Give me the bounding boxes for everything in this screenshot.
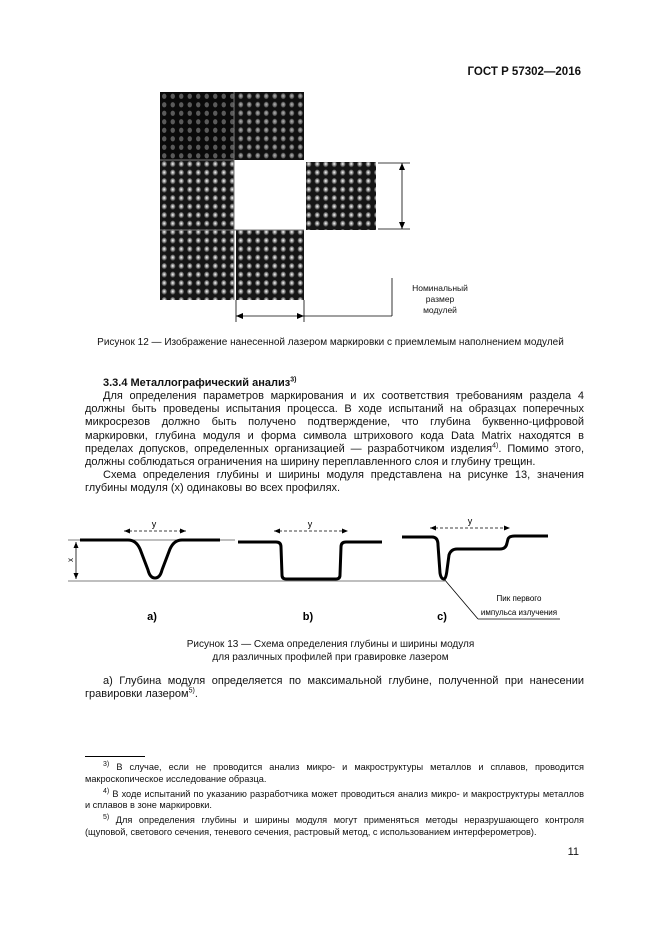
y-label-a: y <box>151 519 157 529</box>
profile-a-label: a) <box>147 611 157 623</box>
profile-b-curve <box>238 542 382 579</box>
y-label-b: y <box>307 519 313 529</box>
footnote: $^{3)}$ В случае, если не проводится анализ микро- и макроструктуры металлов и сплавов, проводится макроскопическое исследование образца. <box>85 760 585 784</box>
profile-a-curve <box>80 540 220 578</box>
section-title: 3.3.4 Металлографический анализ$^{3)}$ <box>103 376 297 389</box>
profile-diagram <box>60 515 600 625</box>
profile-c-curve <box>402 536 548 579</box>
footnote-separator <box>85 756 145 757</box>
footnote: $^{5)}$ Для определения глубины и ширины модуля могут применяться методы неразрушающего контроля (щуповой, светового сечения, теневого сечения, растровый метод, с использованием интерферометров). <box>85 814 584 837</box>
profile-b-label: b) <box>302 611 314 623</box>
paragraph: Схема определения глубины и ширины модуля представлена на рисунке 13, значения глубины модуля (x) одинаковы во всех профилях. <box>85 469 584 495</box>
x-label: x <box>66 558 75 562</box>
page-number: 11 <box>567 846 579 858</box>
footnote: $^{4)}$ В ходе испытаний по указанию разработчика может проводиться анализ микро- и макроструктуры металлов и сплавов в зоне маркировки. <box>85 787 584 811</box>
figure12-caption: Рисунок 12 — Изображение нанесенной лазером маркировки с приемлемым наполнением модулей <box>97 337 564 348</box>
nominal-size-label: Номинальный размер модулей <box>412 283 468 315</box>
paragraph: Для определения параметров маркирования и их соответствия требованиям раздела 4 должны быть проведены испытания процесса. В ходе испытаний на образцах поперечных микросрезов должно быть получено подтверждение, что глубина буквенно-цифровой маркировки, глубина модуля и форма символа штрихового кода Data Matrix находятся в пределах допусков, определенных организацией — разработчиком изделия$^{4)}$. Помимо этого, должны соблюдаться ограничения на ширину переплавленного слоя и глубину трещин. <box>85 390 585 469</box>
y-label-c: y <box>467 516 473 526</box>
section-body <box>85 390 584 496</box>
document-code: ГОСТ Р 57302—2016 <box>467 66 581 78</box>
profile-c-label: c) <box>437 611 447 623</box>
figure13-caption: Рисунок 13 — Схема определения глубины и ширины модуля для различных профилей при гравировке лазером <box>186 639 475 663</box>
paragraph-a: а) Глубина модуля определяется по максимальной глубине, полученной при нанесении гравировки лазером$^{5)}$. <box>85 675 584 701</box>
footnotes <box>85 762 584 842</box>
peak-label-2: импульса излучения <box>480 608 558 617</box>
peak-label-1: Пик первого <box>496 594 542 603</box>
